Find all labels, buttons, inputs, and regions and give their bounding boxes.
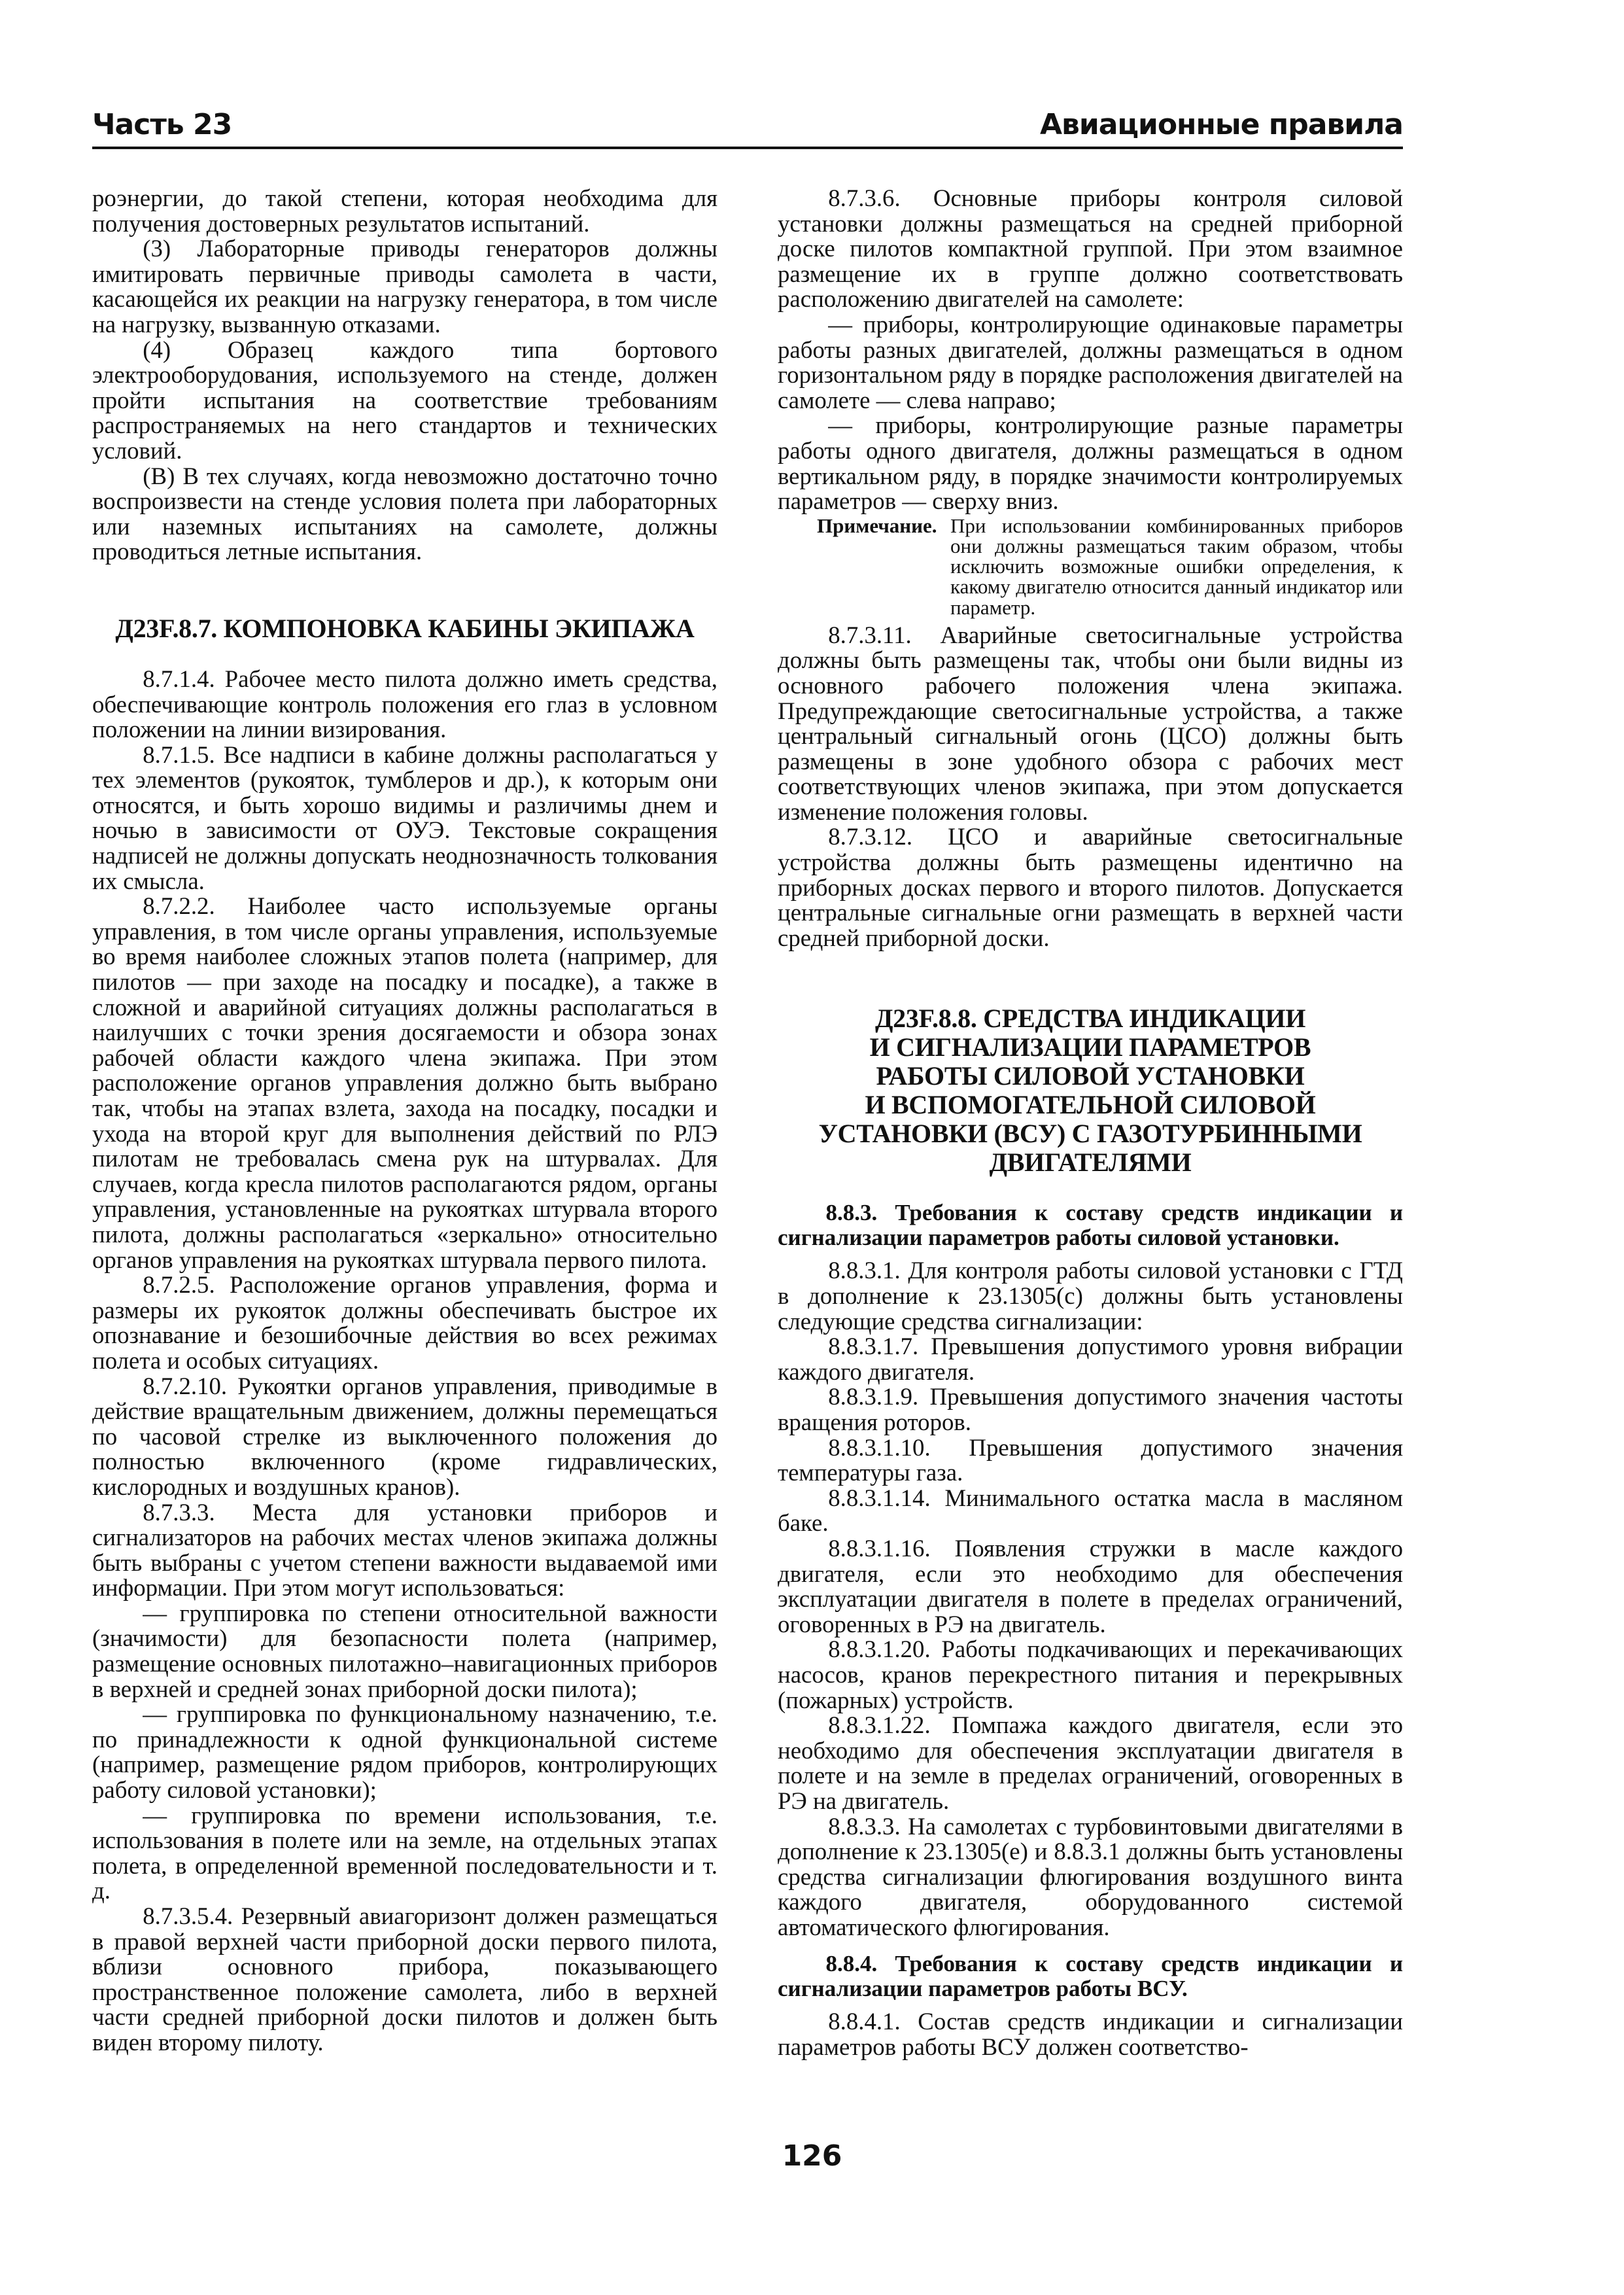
note-label: Примечание. [817,514,937,537]
paragraph: 8.8.3.1.20. Работы подкачивающих и перекачивающих насосов, кранов перекрестного питания и перекрывных (пожарных) устройств. [778,1636,1403,1713]
section-heading-line: ДВИГАТЕЛЯМИ [989,1148,1192,1178]
paragraph: 8.8.3.1.10. Превышения допустимого значения температуры газа. [778,1433,1403,1486]
paragraph: 8.8.4.1. Состав средств индикации и сигнализации параметров работы ВСУ должен соответство- [778,2008,1403,2061]
running-header-part: Часть 23 [92,108,232,141]
section-heading-line: И ВСПОМОГАТЕЛЬНОЙ СИЛОВОЙ [865,1090,1316,1120]
paragraph: 8.8.3.1.7. Превышения допустимого уровня вибрации каждого двигателя. [778,1333,1403,1385]
paragraph: 8.8.3.3. На самолетах с турбовинтовыми двигателями в дополнение к 23.1305(е) и 8.8.3.1 должны быть установлены средства сигнализации флюгирования воздушного винта каждого двигателя, оборудованного системой автоматического флюгирования. [778,1812,1403,1940]
list-item: — группировка по степени относительной важности (значимости) для безопасности полета (например, размещение основных пилотажно–навигационных приборов в верхней и средней зонах приборной доски пилота); [92,1599,717,1702]
list-item: — группировка по функциональному назначению, т.е. по принадлежности к одной функциональной системе (например, размещение рядом приборов, контролирующих работу силовой установки); [92,1700,717,1804]
paragraph: 8.7.3.3. Места для установки приборов и сигнализаторов на рабочих местах членов экипажа должны быть выбраны с учетом степени важности выдаваемой ими информации. При этом могут использоваться: [92,1498,717,1602]
paragraph: (3) Лабораторные приводы генераторов должны имитировать первичные приводы самолета в части, касающейся их реакции на нагрузку генератора, в том числе на нагрузку, вызванную отказами. [92,235,717,338]
list-item: — группировка по времени использования, т.е. использования в полете или на земле, на отдельных этапах полета, в определенной временной последовательности и т. д. [92,1801,717,1904]
paragraph: (В) В тех случаях, когда невозможно достаточно точно воспроизвести на стенде условия полета при лабораторных или наземных испытаниях на самолете, должны проводиться летные испытания. [92,462,717,565]
paragraph: 8.7.3.12. ЦСО и аварийные светосигнальные устройства должны быть размещены идентично на приборных досках первого и второго пилотов. Допускается центральные сигнальные огни размещать в верхней части средней приборной доски. [778,823,1403,951]
section-heading-d23f-8-8 [778,1004,1403,1177]
paragraph: 8.7.3.11. Аварийные светосигнальные устройства должны быть размещены так, чтобы они были видны из основного рабочего положения члена экипажа. Предупреждающие светосигнальные устройства, а также центральный сигнальный огонь (ЦСО) должны быть размещены в зоне удобного обзора с рабочих мест соответствующих членов экипажа, при этом допускается изменение положения головы. [778,621,1403,825]
paragraph: роэнергии, до такой степени, которая необходима для получения достоверных результатов испытаний. [92,184,717,237]
paragraph: 8.7.1.4. Рабочее место пилота должно иметь средства, обеспечивающие контроль положения его глаз в условном положении на линии визирования. [92,665,717,743]
paragraph: (4) Образец каждого типа бортового электрооборудования, используемого на стенде, должен пройти испытания на соответствие требованиям распространяемых на него стандартов и технических условий. [92,336,717,464]
paragraph: 8.7.2.5. Расположение органов управления, форма и размеры их рукояток должны обеспечивать быстрое их опознавание и безошибочные действия во всех режимах полета и особых ситуациях. [92,1271,717,1374]
paragraph: 8.8.3.1.22. Помпажа каждого двигателя, если это необходимо для обеспечения эксплуатации двигателя в полете и на земле в пределах ограничений, оговоренных в РЭ на двигатель. [778,1711,1403,1814]
paragraph: 8.7.3.5.4. Резервный авиагоризонт должен размещаться в правой верхней части приборной доски первого пилота, вблизи основного прибора, показывающего пространственное положение самолета, либо в верхней части средней приборной доски пилотов и должен быть виден второму пилоту. [92,1902,717,2056]
paragraph: 8.8.3.1.16. Появления стружки в масле каждого двигателя, если это необходимо для обеспечения эксплуатации двигателя в полете в пределах ограничений, оговоренных в РЭ на двигатель. [778,1534,1403,1638]
paragraph: 8.7.2.10. Рукоятки органов управления, приводимые в действие вращательным движением, должны перемещаться по часовой стрелке из выключенного положения до полностью включенного (кроме гидравлических, кислородных и воздушных кранов). [92,1372,717,1500]
section-heading-line: УСТАНОВКИ (ВСУ) С ГАЗОТУРБИННЫМИ [818,1119,1362,1149]
subsection-heading-8-8-4: 8.8.4. Требования к составу средств индикации и сигнализации параметров работы ВСУ. [778,1951,1403,2002]
paragraph: 8.7.1.5. Все надписи в кабине должны располагаться у тех элементов (рукояток, тумблеров и др.), к которым они относятся, и быть хорошо видимы и различимы днем и ночью в зависимости от ОУЭ. Текстовые сокращения надписей не должны допускать неоднозначность толкования их смысла. [92,741,717,894]
page-number: 126 [782,2139,842,2173]
paragraph: 8.7.2.2. Наиболее часто используемые органы управления, в том числе органы управления, используемые во время наиболее сложных этапов полета (например, для пилотов — при заходе на посадку и посадке), а также в сложной и аварийной ситуациях должны располагаться в наилучших с точки зрения досягаемости и обзора зонах рабочей области каждого члена экипажа. При этом расположение органов управления должно быть выбрано так, чтобы на этапах взлета, захода на посадку, посадки и ухода на второй круг для выполнения действий по РЛЭ пилотам не требовалась смена рук на штурвалах. Для случаев, когда кресла пилотов располагаются рядом, органы управления, установленные на рукоятках штурвала второго пилота, должны располагаться «зеркально» относительно органов управления на рукоятках штурвала первого пилота. [92,892,717,1273]
left-column [92,186,717,2056]
right-column [778,186,1403,2060]
section-heading-d23f-8-7: Д23F.8.7. КОМПОНОВКА КАБИНЫ ЭКИПАЖА [115,613,695,643]
paragraph: 8.8.3.1.9. Превышения допустимого значения частоты вращения роторов. [778,1383,1403,1436]
section-heading-line: Д23F.8.8. СРЕДСТВА ИНДИКАЦИИ [874,1004,1306,1034]
note-block [778,516,1403,618]
section-heading-line: И СИГНАЛИЗАЦИИ ПАРАМЕТРОВ [869,1032,1311,1062]
paragraph: 8.7.3.6. Основные приборы контроля силовой установки должны размещаться на средней приборной доске пилотов компактной группой. При этом взаимное размещение их в группе должно соответствовать расположению двигателей на самолете: [778,184,1403,313]
list-item: — приборы, контролирующие разные параметры работы одного двигателя, должны размещаться в одном вертикальном ряду, в порядке значимости контролируемых параметров — сверху вниз. [778,412,1403,515]
note-text: При использовании комбинированных приборов они должны размещаться таким образом, чтобы исключить возможные ошибки определения, к какому двигателю относится данный индикатор или параметр. [950,514,1403,619]
page-header [92,99,1403,149]
paragraph: 8.8.3.1. Для контроля работы силовой установки с ГТД в дополнение к 23.1305(с) должны быть установлены следующие средства сигнализации: [778,1257,1403,1335]
list-item: — приборы, контролирующие одинаковые параметры работы разных двигателей, должны размещаться в одном горизонтальном ряду в порядке расположения двигателей на самолете — слева направо; [778,310,1403,413]
subsection-heading-8-8-3: 8.8.3. Требования к составу средств индикации и сигнализации параметров работы силовой установки. [778,1200,1403,1251]
section-heading-line: РАБОТЫ СИЛОВОЙ УСТАНОВКИ [876,1061,1305,1091]
paragraph: 8.8.3.1.14. Минимального остатка масла в масляном баке. [778,1484,1403,1537]
running-header-title: Авиационные правила [1039,108,1403,141]
